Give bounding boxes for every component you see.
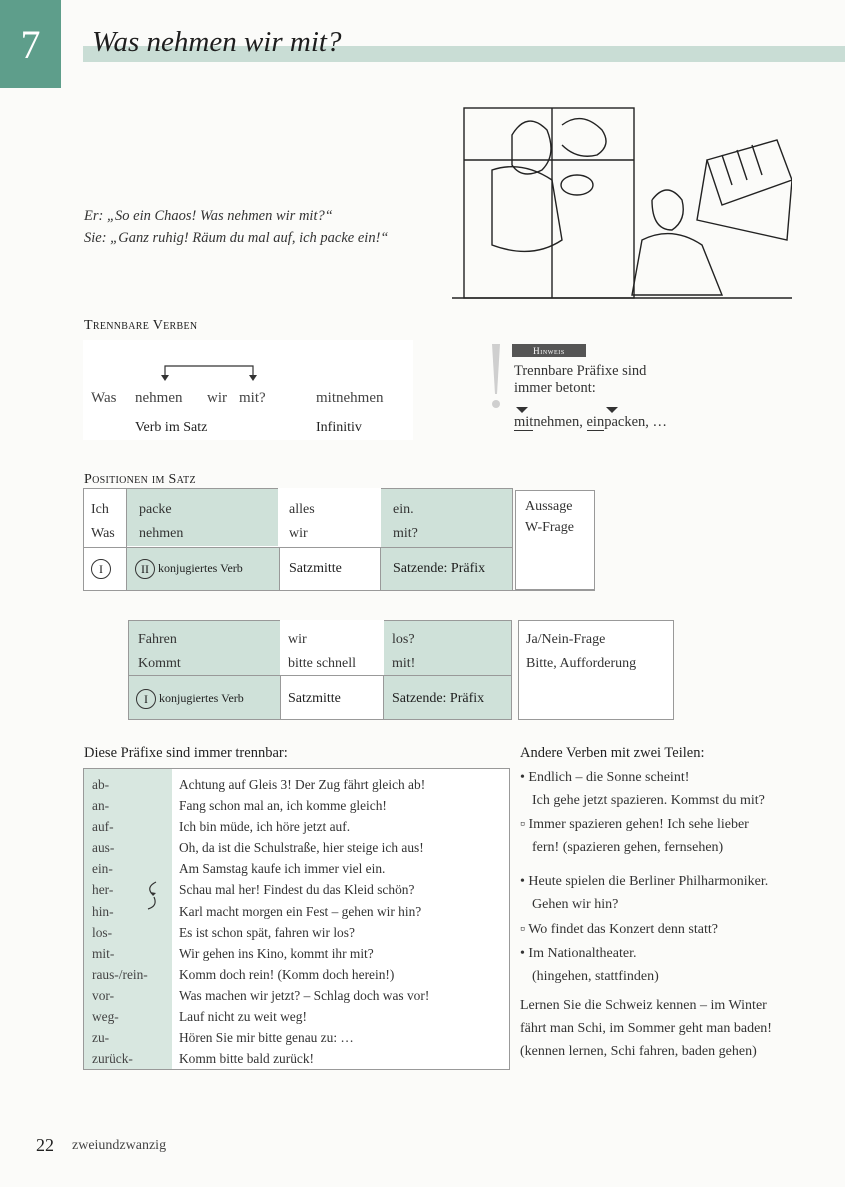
prefix-sentence: Schau mal her! Findest du das Kleid schön?	[179, 882, 415, 898]
prefix-item: mit-	[92, 945, 115, 961]
separable-verb-example	[83, 340, 413, 440]
stressed-prefix-mit: mit	[514, 414, 534, 430]
t1-cell-mit: mit?	[393, 526, 418, 541]
prefix-item: ab-	[92, 777, 110, 792]
positions-table-1	[83, 488, 595, 591]
prefix-item: zurück-	[92, 1051, 133, 1067]
prefix-sentence: Karl macht morgen ein Fest – gehen wir hin?	[179, 903, 422, 919]
t2-cell-wir: wir	[288, 632, 307, 647]
prefix-sentence: Komm bitte bald zurück!	[179, 1051, 314, 1067]
prefix-list	[92, 774, 148, 1069]
andere-line: Gehen wir hin?	[532, 897, 619, 912]
t1-cell-nehmen: nehmen	[139, 526, 184, 541]
andere-line: ▫ Wo findet das Konzert denn statt?	[520, 922, 718, 937]
t2-type-janein: Ja/Nein-Frage	[526, 632, 606, 647]
t1-satzmitte: Satzmitte	[289, 561, 342, 576]
t1-label-konjugiert: konjugiertes Verb	[158, 560, 243, 575]
dialog-line-1: Er: „So ein Chaos! Was nehmen wir mit?“	[84, 208, 333, 224]
page-title: Was nehmen wir mit?	[92, 26, 342, 58]
prefix-item: hin-	[92, 903, 114, 919]
prefix-sentence: Hören Sie mir bitte genau zu: …	[179, 1030, 354, 1046]
exclamation-icon	[486, 342, 506, 412]
hinweis-line-2: immer betont:	[514, 380, 596, 396]
prefix-sentence: Lauf nicht zu weit weg!	[179, 1009, 307, 1025]
t2-cell-bitte-schnell: bitte schnell	[288, 656, 357, 671]
label-infinitiv: Infinitiv	[316, 420, 362, 435]
heading-praefixe: Diese Präfixe sind immer trennbar:	[84, 745, 288, 761]
andere-line: • Endlich – die Sonne scheint!	[520, 770, 690, 785]
word-was: Was	[91, 390, 117, 406]
t2-type-bitte: Bitte, Aufforderung	[526, 656, 637, 671]
andere-line: • Im Nationaltheater.	[520, 946, 637, 961]
andere-line: (kennen lernen, Schi fahren, baden gehen)	[520, 1044, 757, 1059]
prefix-item: weg-	[92, 1009, 119, 1025]
andere-line: Lernen Sie die Schweiz kennen – im Winter	[520, 998, 767, 1013]
t1-cell-alles: alles	[289, 502, 315, 517]
word-wir: wir	[207, 390, 227, 406]
page-number: 22	[36, 1135, 54, 1155]
t2-cell-kommt: Kommt	[138, 656, 181, 671]
andere-line: fern! (spazieren gehen, fernsehen)	[532, 840, 724, 855]
example-rest-2: packen, …	[604, 414, 668, 430]
prefix-item: ein-	[92, 861, 113, 877]
t2-satzmitte: Satzmitte	[288, 691, 341, 706]
prefix-sentence: Achtung auf Gleis 3! Der Zug fährt gleich ab!	[179, 777, 426, 792]
example-rest-1: nehmen,	[533, 414, 583, 430]
t2-satzende: Satzende: Präfix	[392, 691, 485, 706]
t1-type-aussage: Aussage	[525, 499, 573, 514]
page-number-word: zweiundzwanzig	[72, 1138, 167, 1153]
t1-cell-packe: packe	[139, 502, 172, 517]
illustration-packing	[452, 100, 792, 305]
chapter-number: 7	[0, 0, 61, 88]
heading-positionen: Positionen im Satz	[84, 472, 196, 487]
positions-table-2	[128, 620, 674, 720]
t1-satzende: Satzende: Präfix	[393, 561, 486, 576]
andere-line: ▫ Immer spazieren gehen! Ich sehe lieber	[520, 817, 749, 832]
heading-andere-verben: Andere Verben mit zwei Teilen:	[520, 745, 705, 761]
prefix-sentence: Fang schon mal an, ich komme gleich!	[179, 798, 387, 814]
dialog-text	[84, 205, 388, 249]
prefix-sentence: Was machen wir jetzt? – Schlag doch was vor!	[179, 987, 430, 1003]
t1-cell-ein: ein.	[393, 502, 414, 517]
prefix-item: an-	[92, 798, 110, 814]
direction-arrows-icon	[142, 879, 162, 913]
t1-cell-wir: wir	[289, 526, 308, 541]
hinweis-example	[514, 414, 667, 431]
andere-line: fährt man Schi, im Sommer geht man baden!	[520, 1021, 772, 1036]
prefix-sentence: Wir gehen ins Kino, kommt ihr mit?	[179, 945, 374, 961]
andere-line: (hingehen, stattfinden)	[532, 969, 659, 984]
word-mit: mit?	[239, 390, 266, 406]
position-1-circle: I	[91, 559, 111, 579]
word-nehmen: nehmen	[135, 390, 183, 406]
hinweis-badge: Hinweis	[512, 344, 586, 357]
position-2-circle: II	[135, 559, 155, 579]
andere-line: Ich gehe jetzt spazieren. Kommst du mit?	[532, 793, 765, 808]
infinitive: mitnehmen	[316, 390, 384, 406]
prefix-sentence: Komm doch rein! (Komm doch herein!)	[179, 966, 395, 982]
t2-cell-los: los?	[392, 632, 415, 647]
prefix-sentence: Es ist schon spät, fahren wir los?	[179, 924, 355, 940]
stress-marks	[514, 407, 634, 415]
t1-type-wfrage: W-Frage	[525, 520, 574, 535]
prefix-table	[83, 768, 510, 1070]
andere-line: • Heute spielen die Berliner Philharmoniker.	[520, 874, 769, 889]
bracket-arrow	[143, 362, 263, 384]
dialog-line-2: Sie: „Ganz ruhig! Räum du mal auf, ich packe ein!“	[84, 230, 389, 246]
hinweis-text	[514, 363, 646, 397]
heading-trennbare-verben: Trennbare Verben	[84, 318, 198, 333]
t2-label-konjugiert: konjugiertes Verb	[159, 690, 244, 705]
prefix-item: los-	[92, 924, 113, 940]
prefix-item: zu-	[92, 1030, 110, 1046]
prefix-sentence: Oh, da ist die Schulstraße, hier steige ich aus!	[179, 840, 424, 856]
prefix-sentence: Ich bin müde, ich höre jetzt auf.	[179, 819, 351, 835]
prefix-item: vor-	[92, 987, 115, 1003]
t2-cell-fahren: Fahren	[138, 632, 177, 647]
prefix-item: auf-	[92, 819, 114, 835]
prefix-sentence-list	[179, 774, 429, 1069]
prefix-item: raus-/rein-	[92, 966, 148, 982]
stressed-prefix-ein: ein	[586, 414, 605, 430]
t2-cell-mit: mit!	[392, 656, 416, 671]
hinweis-line-1: Trennbare Präfixe sind	[514, 363, 647, 379]
label-verb-im-satz: Verb im Satz	[135, 420, 208, 435]
prefix-item: her-	[92, 882, 114, 898]
t1-cell-ich: Ich	[91, 502, 109, 517]
prefix-item: aus-	[92, 840, 115, 856]
t2-position-1-circle: I	[136, 689, 156, 709]
prefix-sentence: Am Samstag kaufe ich immer viel ein.	[179, 861, 386, 877]
t1-cell-was: Was	[91, 526, 115, 541]
